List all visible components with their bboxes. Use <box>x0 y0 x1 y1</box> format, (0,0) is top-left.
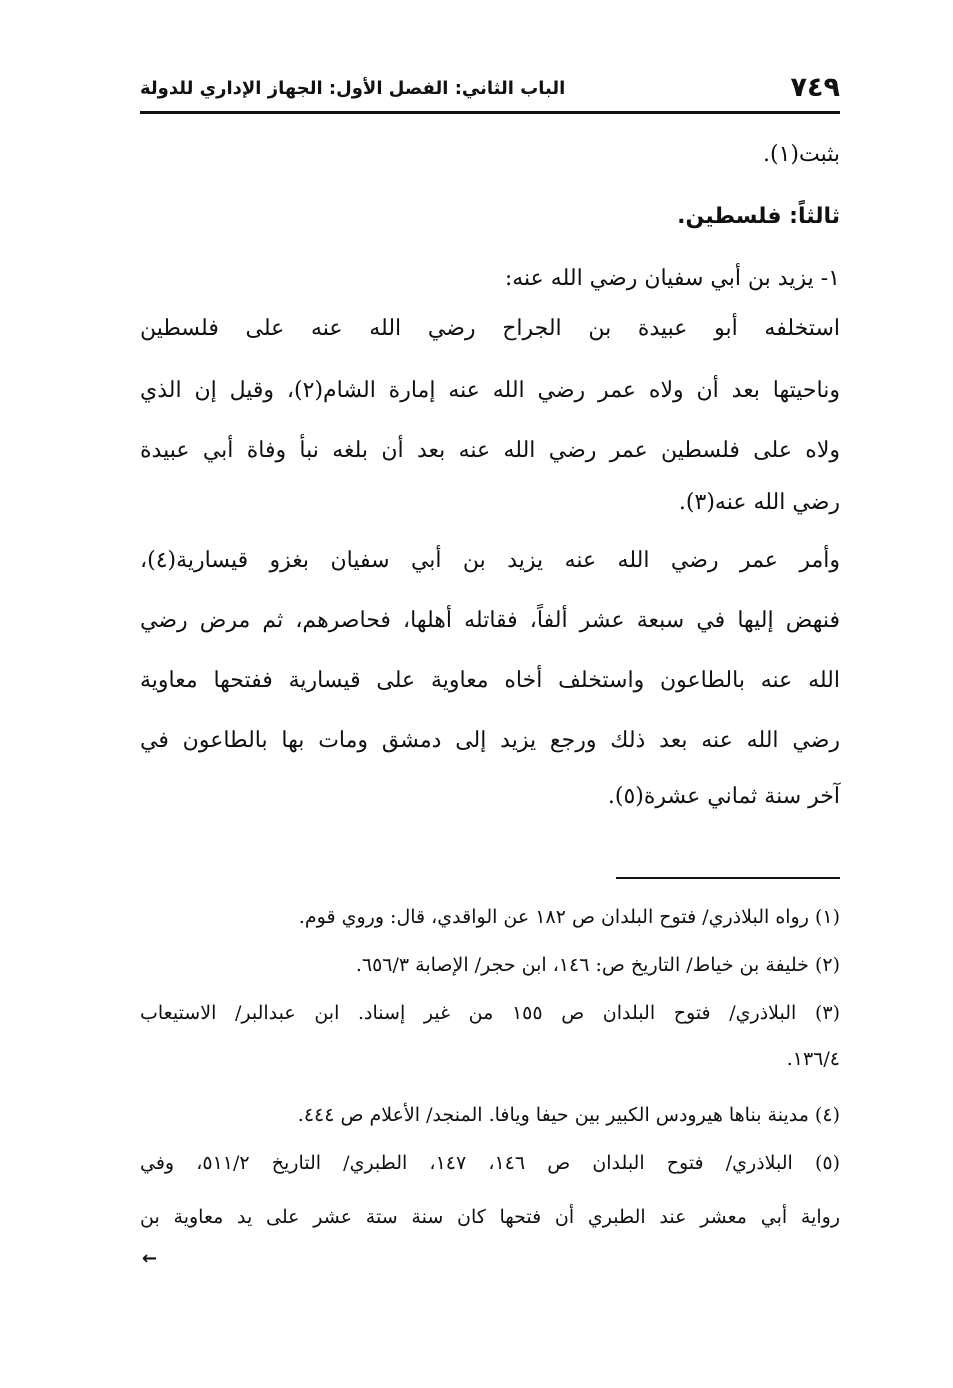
body-line: رضي الله عنه(٣). <box>678 490 840 515</box>
footnote-line: (٣) البلاذري/ فتوح البلدان ص ١٥٥ من غير إسناد. ابن عبدالبر/ الاستيعاب <box>140 1002 840 1024</box>
footnote-line: رواية أبي معشر عند الطبري أن فتحها كان سنة ستة عشر على يد معاوية بن <box>140 1206 840 1228</box>
body-line: فنهض إليها في سبعة عشر ألفاً، فقاتله أهلها، فحاصرهم، ثم مرض رضي <box>140 608 840 633</box>
footnote-separator <box>616 877 840 879</box>
running-title: الباب الثاني: الفصل الأول: الجهاز الإداري للدولة <box>140 78 566 99</box>
body-line: بثبت(١). <box>763 142 840 167</box>
body-line: ولاه على فلسطين عمر رضي الله عنه بعد أن بلغه نبأ وفاة أبي عبيدة <box>140 438 840 463</box>
body-line: وأمر عمر رضي الله عنه يزيد بن أبي سفيان بغزو قيسارية(٤)، <box>140 548 840 573</box>
footnote-line: ١٣٦/٤. <box>786 1048 840 1070</box>
body-line: وناحيتها بعد أن ولاه عمر رضي الله عنه إمارة الشام(٢)، وقيل إن الذي <box>140 378 840 403</box>
footnote-line: (١) رواه البلاذري/ فتوح البلدان ص ١٨٢ عن الواقدي، قال: وروي قوم. <box>298 906 840 928</box>
footnote-line: (٤) مدينة بناها هيرودس الكبير بين حيفا ويافا. المنجد/ الأعلام ص ٤٤٤. <box>297 1104 840 1126</box>
page-number: ٧٤٩ <box>790 72 840 103</box>
footnote-line: (٥) البلاذري/ فتوح البلدان ص ١٤٦، ١٤٧، الطبري/ التاريخ ٥١١/٢، وفي <box>140 1152 840 1174</box>
section-heading: ثالثاً: فلسطين. <box>677 204 840 229</box>
subsection-heading: ١- يزيد بن أبي سفيان رضي الله عنه: <box>504 266 840 291</box>
body-line: الله عنه بالطاعون واستخلف أخاه معاوية على قيسارية ففتحها معاوية <box>140 668 840 693</box>
body-line: استخلفه أبو عبيدة بن الجراح رضي الله عنه على فلسطين <box>140 316 840 341</box>
body-line: رضي الله عنه بعد ذلك ورجع يزيد إلى دمشق ومات بها بالطاعون في <box>140 728 840 753</box>
header-rule <box>140 111 840 114</box>
continuation-arrow-icon: ← <box>142 1248 158 1269</box>
body-line: آخر سنة ثماني عشرة(٥). <box>607 784 840 809</box>
footnote-line: (٢) خليفة بن خياط/ التاريخ ص: ١٤٦، ابن حجر/ الإصابة ٦٥٦/٣. <box>355 954 840 976</box>
page-header <box>140 68 840 108</box>
